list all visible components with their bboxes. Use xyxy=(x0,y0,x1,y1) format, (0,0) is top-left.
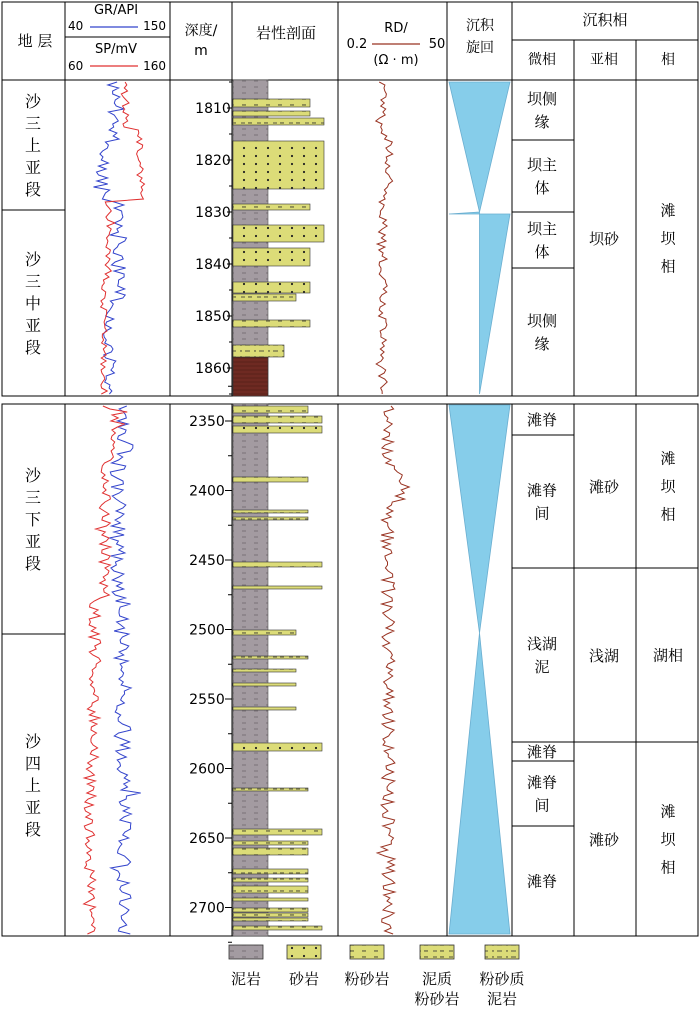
lithology-bed xyxy=(233,683,296,686)
microfacies-label: 坝侧 xyxy=(526,89,558,108)
stratum-char: 三 xyxy=(24,272,42,291)
depth-tick-label: 2450 xyxy=(189,553,225,569)
cycle-triangle xyxy=(449,633,510,934)
stratum-char: 沙 xyxy=(24,92,42,111)
header-cycle-line2: 旋回 xyxy=(466,40,494,56)
depth-tick-label: 1820 xyxy=(195,153,231,169)
subfacies-label: 滩砂 xyxy=(588,478,620,496)
lithology-bed xyxy=(233,141,324,189)
lithology-bed xyxy=(233,926,322,930)
lithology-bed xyxy=(233,282,310,293)
gr-curve-upper xyxy=(94,82,127,394)
lithology-bed xyxy=(233,320,310,327)
microfacies-label: 间 xyxy=(534,796,550,815)
cycle-triangle xyxy=(449,82,510,212)
header-depth-line1: 深度/ xyxy=(184,23,218,39)
lithology-bed xyxy=(233,225,324,242)
header-microfacies: 微相 xyxy=(528,52,556,68)
header-gr-max: 150 xyxy=(143,19,166,33)
lithology-bed xyxy=(233,345,284,357)
header-sp-label: SP/mV xyxy=(94,42,138,57)
facies-label: 滩 xyxy=(660,201,676,220)
depth-scale xyxy=(189,82,232,942)
stratum-char: 沙 xyxy=(24,250,42,269)
legend-label: 泥岩 xyxy=(230,970,262,988)
lithology-bed xyxy=(233,248,310,266)
microfacies-label: 缘 xyxy=(534,112,550,131)
cycle-triangle xyxy=(449,212,510,394)
rd-curve-lower xyxy=(377,406,409,934)
header-gr-label: GR/API xyxy=(93,3,139,18)
lithology-bed xyxy=(233,788,308,791)
facies-label: 坝 xyxy=(660,477,676,496)
header-sp-max: 160 xyxy=(143,59,166,73)
cycle-triangle xyxy=(449,405,510,633)
stratum-char: 段 xyxy=(24,338,42,357)
sedimentary-cycles xyxy=(449,82,510,934)
header-facies-col: 相 xyxy=(661,52,675,68)
stratum-char: 亚 xyxy=(24,316,42,335)
legend-label: 粉砂质 xyxy=(479,970,525,988)
header-rd-unit: (Ω · m) xyxy=(373,53,419,68)
depth-tick-label: 1840 xyxy=(195,257,231,273)
legend xyxy=(229,945,525,1008)
legend-swatch xyxy=(229,945,263,959)
facies-label: 坝 xyxy=(660,229,676,248)
depth-tick-label: 2550 xyxy=(189,692,225,708)
lithology-bed xyxy=(233,841,308,845)
microfacies-label: 泥 xyxy=(534,657,550,676)
legend-label: 粉砂岩 xyxy=(414,990,460,1008)
facies-columns xyxy=(512,90,698,891)
stratum-char: 中 xyxy=(24,294,42,313)
depth-tick-label: 2500 xyxy=(189,622,225,639)
legend-label: 粉砂岩 xyxy=(344,970,390,988)
legend-swatch xyxy=(420,945,454,959)
lithology-bed xyxy=(233,477,308,482)
microfacies-label: 体 xyxy=(534,178,550,197)
lithology-bed xyxy=(233,829,322,835)
stratum-char: 段 xyxy=(24,820,42,839)
lithology-bed xyxy=(233,898,308,901)
header-subfacies: 亚相 xyxy=(590,52,618,68)
stratum-char: 亚 xyxy=(24,532,42,551)
depth-tick-label: 1830 xyxy=(195,205,231,221)
microfacies-label: 滩脊 xyxy=(526,872,558,891)
lithology-bed xyxy=(233,416,322,423)
lithology-bed xyxy=(233,908,308,912)
header-rd-min: 0.2 xyxy=(346,37,368,52)
depth-tick-label: 2650 xyxy=(189,831,225,847)
lithology-bed xyxy=(233,406,308,413)
header-cycle-line1: 沉积 xyxy=(466,18,494,34)
stratum-char: 三 xyxy=(24,488,42,507)
subfacies-label: 滩砂 xyxy=(588,831,620,849)
legend-label: 泥质 xyxy=(421,970,453,988)
stratum-char: 亚 xyxy=(24,158,42,177)
lithology-column xyxy=(233,80,324,936)
header-depth-line2: m xyxy=(194,43,208,59)
microfacies-label: 浅湖 xyxy=(526,634,558,653)
microfacies-label: 滩脊 xyxy=(526,742,558,761)
stratum-char: 下 xyxy=(24,510,42,529)
stratum-char: 段 xyxy=(24,180,42,199)
legend-label: 泥岩 xyxy=(486,990,518,1008)
microfacies-label: 间 xyxy=(534,504,550,523)
depth-tick-label: 2700 xyxy=(189,900,225,917)
microfacies-label: 坝侧 xyxy=(526,311,558,330)
microfacies-label: 体 xyxy=(534,242,550,261)
stratum-char: 三 xyxy=(24,114,42,133)
stratum-char: 段 xyxy=(24,554,42,573)
header-gr-min: 40 xyxy=(68,19,84,33)
header-rd-max: 50 xyxy=(428,37,446,52)
facies-label: 滩 xyxy=(660,802,676,821)
lithology-bed xyxy=(233,510,308,513)
lithology-bed xyxy=(233,886,308,893)
depth-tick-label: 2600 xyxy=(189,761,225,778)
lithology-bed xyxy=(233,669,296,672)
lithology-bed xyxy=(233,586,322,589)
lithology-bed xyxy=(233,878,308,882)
header-rd-label: RD/ xyxy=(384,21,408,36)
facies-label: 湖相 xyxy=(652,646,684,665)
coal-layer xyxy=(233,357,268,396)
microfacies-label: 坝主 xyxy=(526,155,558,174)
lithology-bed xyxy=(233,426,322,433)
lithology-bed xyxy=(233,99,310,107)
microfacies-label: 坝主 xyxy=(526,219,558,238)
sp-curve-upper xyxy=(101,82,145,394)
stratum-char: 上 xyxy=(24,136,42,155)
lithology-bed xyxy=(233,656,308,659)
facies-label: 坝 xyxy=(660,830,676,849)
lithology-bed xyxy=(233,517,308,520)
lithology-bed xyxy=(233,707,296,710)
header-facies: 沉积相 xyxy=(582,11,628,29)
rd-curve-upper xyxy=(376,82,393,394)
facies-label: 相 xyxy=(660,505,676,524)
microfacies-label: 缘 xyxy=(534,334,550,353)
header xyxy=(18,3,675,73)
lithology-bed xyxy=(233,869,308,874)
depth-tick-label: 2400 xyxy=(189,483,225,500)
facies-label: 相 xyxy=(660,257,676,276)
facies-label: 相 xyxy=(660,858,676,877)
header-stratum: 地 层 xyxy=(17,32,53,50)
lithology-bed xyxy=(233,918,308,921)
facies-label: 滩 xyxy=(660,449,676,468)
depth-tick-label: 1850 xyxy=(195,309,231,325)
gr-curve-lower xyxy=(109,406,141,934)
lithology-bed xyxy=(233,630,296,635)
stratum-char: 沙 xyxy=(24,466,42,485)
microfacies-label: 滩脊 xyxy=(526,773,558,792)
stratum-char: 亚 xyxy=(24,798,42,817)
legend-swatch xyxy=(287,945,321,959)
subfacies-label: 浅湖 xyxy=(588,647,620,665)
stratum-char: 上 xyxy=(24,776,42,795)
legend-swatch xyxy=(350,945,384,959)
microfacies-label: 滩脊 xyxy=(526,481,558,500)
depth-tick-label: 2350 xyxy=(189,414,225,430)
subfacies-label: 坝砂 xyxy=(588,230,620,248)
stratum-char: 四 xyxy=(24,754,42,773)
header-lithology: 岩性剖面 xyxy=(255,24,317,42)
depth-tick-label: 1810 xyxy=(195,101,231,117)
header-sp-min: 60 xyxy=(68,59,84,73)
lithology-bed xyxy=(233,118,324,125)
lithology-bed xyxy=(233,743,322,751)
lithology-bed xyxy=(233,294,296,301)
stratum-char: 沙 xyxy=(24,732,42,751)
lithology-bed xyxy=(233,204,310,210)
lithology-bed xyxy=(233,111,310,116)
depth-tick-label: 1860 xyxy=(195,361,231,377)
lithology-bed xyxy=(233,848,308,855)
lithology-bed xyxy=(233,913,308,917)
strata-column xyxy=(2,92,65,839)
lithology-bed xyxy=(233,562,322,567)
legend-swatch xyxy=(485,945,519,959)
legend-label: 砂岩 xyxy=(288,970,320,988)
microfacies-label: 滩脊 xyxy=(526,410,558,429)
